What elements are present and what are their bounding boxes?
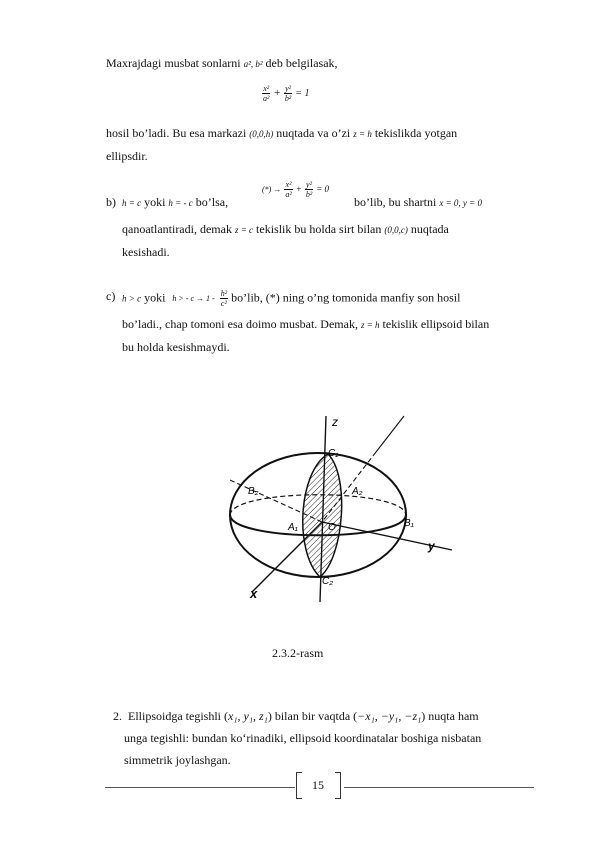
label-a1: A₁ — [288, 522, 298, 533]
text-run: bo’lib, bu shartni — [354, 195, 440, 209]
figure-caption: 2.3.2-rasm — [272, 646, 324, 660]
item-2-line3: simmetrik joylashgan. — [124, 753, 231, 767]
math-plane: z = h — [360, 320, 380, 330]
text-run: qanoatlantiradi, demak — [122, 222, 235, 236]
item-b-label: b) — [106, 195, 116, 209]
frac-den: a² — [285, 190, 292, 199]
math-point-1: x₁, y₁, z₁ — [228, 709, 268, 723]
equals-zero: = 0 — [316, 184, 330, 194]
star-arrow: (*) → — [262, 185, 282, 194]
text-run: yoki — [141, 290, 169, 305]
item-b-line3: kesishadi. — [122, 245, 170, 259]
text-run: tekislik bu holda sirt bilan — [253, 222, 385, 236]
text-run: ) nuqta ham — [421, 709, 479, 723]
math-condition: x = 0, y = 0 — [439, 198, 482, 208]
item-c-line1 — [122, 289, 460, 308]
text-run: hosil bo’ladi. Bu esa markazi — [106, 126, 250, 140]
item-b-line2 — [122, 222, 449, 238]
label-b2: B₂ — [248, 486, 259, 497]
text-run: tekislik ellipsoid bilan — [379, 317, 490, 331]
frac-num: x² — [263, 84, 270, 93]
text-run: tekislikda yotgan — [371, 126, 458, 140]
math-h-gt-minus-c: h > - c → 1 - — [172, 294, 215, 304]
frac-den: b² — [305, 190, 313, 199]
equation-ellipse — [262, 84, 310, 112]
label-c2: C₂ — [322, 576, 334, 587]
text-run: nuqtada va o’zi — [273, 126, 354, 140]
text-run: deb belgilasak, — [262, 56, 338, 70]
frac-num: y² — [306, 180, 312, 189]
x-axis-far — [376, 416, 404, 452]
math-plane: z = c — [234, 225, 254, 235]
label-b1: B₁ — [404, 518, 414, 529]
label-z: z — [332, 415, 338, 429]
math-h-eq-minus-c: h = - c — [168, 198, 193, 208]
math-h-eq-c: h = c — [122, 198, 142, 208]
label-o: O — [328, 522, 336, 533]
paragraph-2-end: ellipsdir. — [106, 149, 148, 163]
footer-rule-right — [344, 787, 534, 788]
item-2-line1 — [128, 709, 479, 724]
label-x: x — [250, 586, 258, 601]
item-b-line1 — [122, 195, 228, 211]
equals-one: = 1 — [295, 88, 310, 99]
label-a2: A₂ — [352, 486, 363, 497]
text-run: bo’lsa, — [192, 195, 229, 209]
label-y: y — [428, 539, 435, 553]
text-run: nuqtada — [407, 222, 449, 236]
math-point: (0,0,c) — [384, 225, 408, 235]
item-c-label: c) — [106, 289, 116, 303]
plus-sign: + — [295, 184, 302, 194]
plus-sign: + — [273, 87, 281, 99]
text-run: yoki — [141, 195, 169, 209]
math-plane: z = h — [353, 129, 372, 139]
item-2-line2: unga tegishli: bundan ko‘rinadiki, ellipsoid koordinatalar boshiga nisbatan — [124, 731, 482, 745]
text-run: bo’lib, (*) ning o’ng tomonida manfiy son hosil — [228, 290, 461, 305]
item-c-line2 — [122, 317, 489, 333]
text-run: Ellipsoidga tegishli ( — [128, 709, 228, 723]
frac-den: c² — [220, 299, 227, 308]
text-run: ) bilan bir vaqtda ( — [267, 709, 358, 723]
frac-num: y² — [285, 84, 292, 93]
text-run: bo’ladi., chap tomoni esa doimo musbat. Demak, — [122, 317, 361, 331]
math-center: (0,0,h) — [249, 129, 274, 139]
page-bracket-right — [335, 772, 341, 799]
paragraph-1 — [106, 56, 338, 72]
paragraph-2 — [106, 126, 457, 142]
math-a2-b2: a², b² — [243, 59, 263, 69]
text-run: Maxrajdagi musbat sonlarni — [106, 56, 244, 70]
item-c-line3: bu holda kesishmaydi. — [122, 340, 230, 354]
frac-num: h² — [220, 289, 228, 298]
label-c1: C₁ — [328, 448, 339, 459]
item-2-number: 2. — [113, 709, 122, 723]
math-h-gt-c: h > c — [122, 293, 142, 304]
frac-den: a² — [263, 94, 270, 103]
ellipsoid-figure — [190, 412, 470, 608]
math-point-2: −x₁, −y₁, −z₁ — [357, 709, 422, 723]
frac-num: x² — [285, 180, 292, 189]
footer-rule-left — [105, 787, 295, 788]
item-b-line1-end — [354, 195, 482, 211]
frac-den: b² — [284, 94, 292, 103]
equation-star — [262, 180, 329, 208]
page-number: 15 — [312, 778, 324, 792]
